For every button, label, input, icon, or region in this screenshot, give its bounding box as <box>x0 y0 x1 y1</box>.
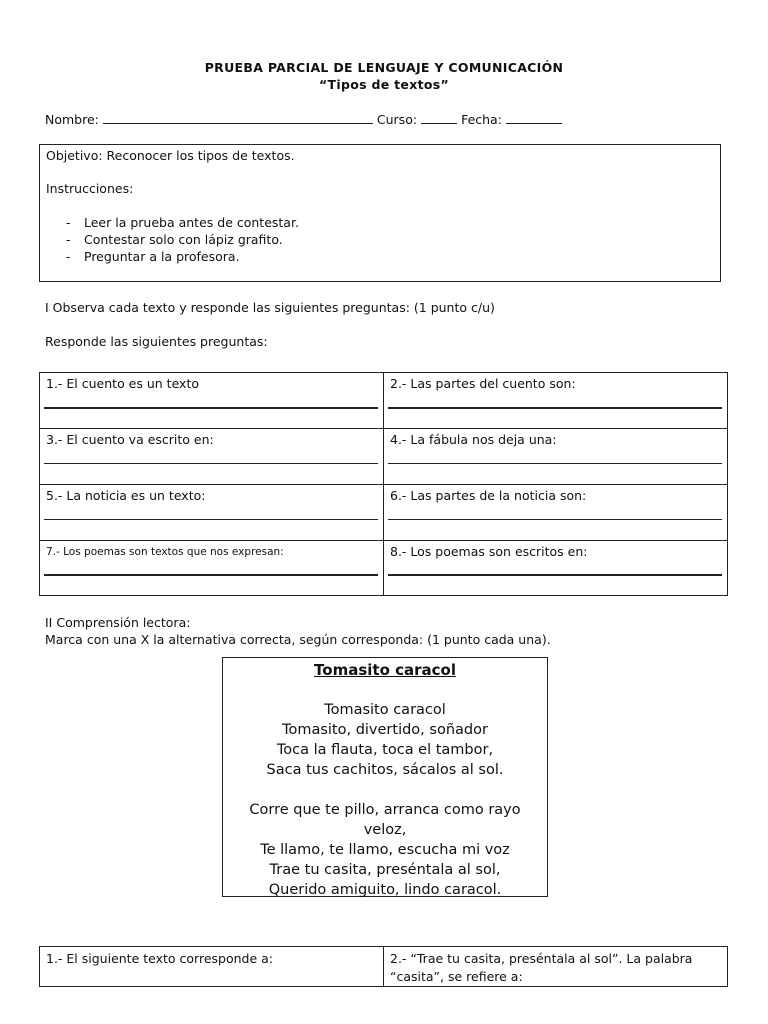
answer-line[interactable] <box>44 407 378 409</box>
question-cell[interactable] <box>40 541 384 596</box>
poem-box <box>222 657 548 897</box>
objective-text: Objetivo: Reconocer los tipos de textos. <box>46 148 295 163</box>
bullet-dash: - <box>66 232 71 247</box>
question-label: 4.- La fábula nos deja una: <box>390 432 557 447</box>
question-label: 3.- El cuento va escrito en: <box>46 432 214 447</box>
poem-line: Tomasito, divertido, soñador <box>282 722 488 738</box>
instruction-text: Leer la prueba antes de contestar. <box>84 215 299 230</box>
question-label: 1.- El siguiente texto corresponde a: <box>46 951 274 966</box>
question-label: 5.- La noticia es un texto: <box>46 488 206 503</box>
name-label: Nombre: <box>45 112 99 127</box>
bullet-dash: - <box>66 249 71 264</box>
question-label: 6.- Las partes de la noticia son: <box>390 488 587 503</box>
instructions-list <box>40 214 640 265</box>
student-info-line <box>45 112 566 127</box>
bullet-dash: - <box>66 215 71 230</box>
question-cell[interactable] <box>40 373 384 429</box>
poem-line: Trae tu casita, preséntala al sol, <box>269 862 501 878</box>
course-label: Curso: <box>376 112 418 127</box>
instruction-text: Preguntar a la profesora. <box>84 249 240 264</box>
section2-heading: II Comprensión lectora: <box>45 615 191 630</box>
answer-line[interactable] <box>44 574 378 576</box>
question-cell[interactable] <box>384 947 728 987</box>
question-label: 2.- Las partes del cuento son: <box>390 376 576 391</box>
date-blank[interactable] <box>506 112 562 124</box>
question-cell[interactable] <box>40 429 384 485</box>
instructions-label: Instrucciones: <box>46 181 134 196</box>
section2-instruction: Marca con una X la alternativa correcta, según corresponda: (1 punto cada una). <box>45 632 551 647</box>
page-subtitle: “Tipos de textos” <box>319 77 449 92</box>
poem-title: Tomasito caracol <box>314 661 456 679</box>
question-cell[interactable] <box>384 429 728 485</box>
section1-heading: I Observa cada texto y responde las siguientes preguntas: (1 punto c/u) <box>45 300 495 315</box>
poem-line: veloz, <box>363 822 407 838</box>
question-cell[interactable] <box>384 541 728 596</box>
page-title: PRUEBA PARCIAL DE LENGUAJE Y COMUNICACIÓN <box>204 60 564 75</box>
answer-line[interactable] <box>388 407 722 409</box>
answer-line[interactable] <box>44 463 378 464</box>
answer-line[interactable] <box>388 574 722 576</box>
question-label: 2.- “Trae tu casita, preséntala al sol”. La palabra “casita”, se refiere a: <box>390 951 693 984</box>
list-item <box>40 214 640 231</box>
answer-line[interactable] <box>388 519 722 520</box>
question-label: 8.- Los poemas son escritos en: <box>390 544 588 559</box>
name-blank[interactable] <box>103 112 373 124</box>
question-cell[interactable] <box>40 947 384 987</box>
poem-line: Toca la flauta, toca el tambor, <box>276 742 494 758</box>
section2-questions-table <box>39 946 728 987</box>
poem-line: Saca tus cachitos, sácalos al sol. <box>266 762 504 778</box>
question-label: 7.- Los poemas son textos que nos expresan: <box>46 546 284 558</box>
question-cell[interactable] <box>40 485 384 541</box>
question-cell[interactable] <box>384 485 728 541</box>
question-label: 1.- El cuento es un texto <box>46 376 199 391</box>
answer-line[interactable] <box>388 463 722 464</box>
poem-line: Querido amiguito, lindo caracol. <box>268 882 502 898</box>
course-blank[interactable] <box>421 112 457 124</box>
answer-line[interactable] <box>44 519 378 520</box>
section1-questions-table <box>39 372 728 596</box>
poem-line: Te llamo, te llamo, escucha mi voz <box>260 842 510 858</box>
objectives-box <box>39 144 721 282</box>
date-label: Fecha: <box>461 112 502 127</box>
list-item <box>40 248 640 265</box>
poem-line: Corre que te pillo, arranca como rayo <box>249 802 521 818</box>
instruction-text: Contestar solo con lápiz grafito. <box>84 232 283 247</box>
section1-subheading: Responde las siguientes preguntas: <box>45 334 268 349</box>
list-item <box>40 231 640 248</box>
poem-line: Tomasito caracol <box>324 702 446 718</box>
question-cell[interactable] <box>384 373 728 429</box>
